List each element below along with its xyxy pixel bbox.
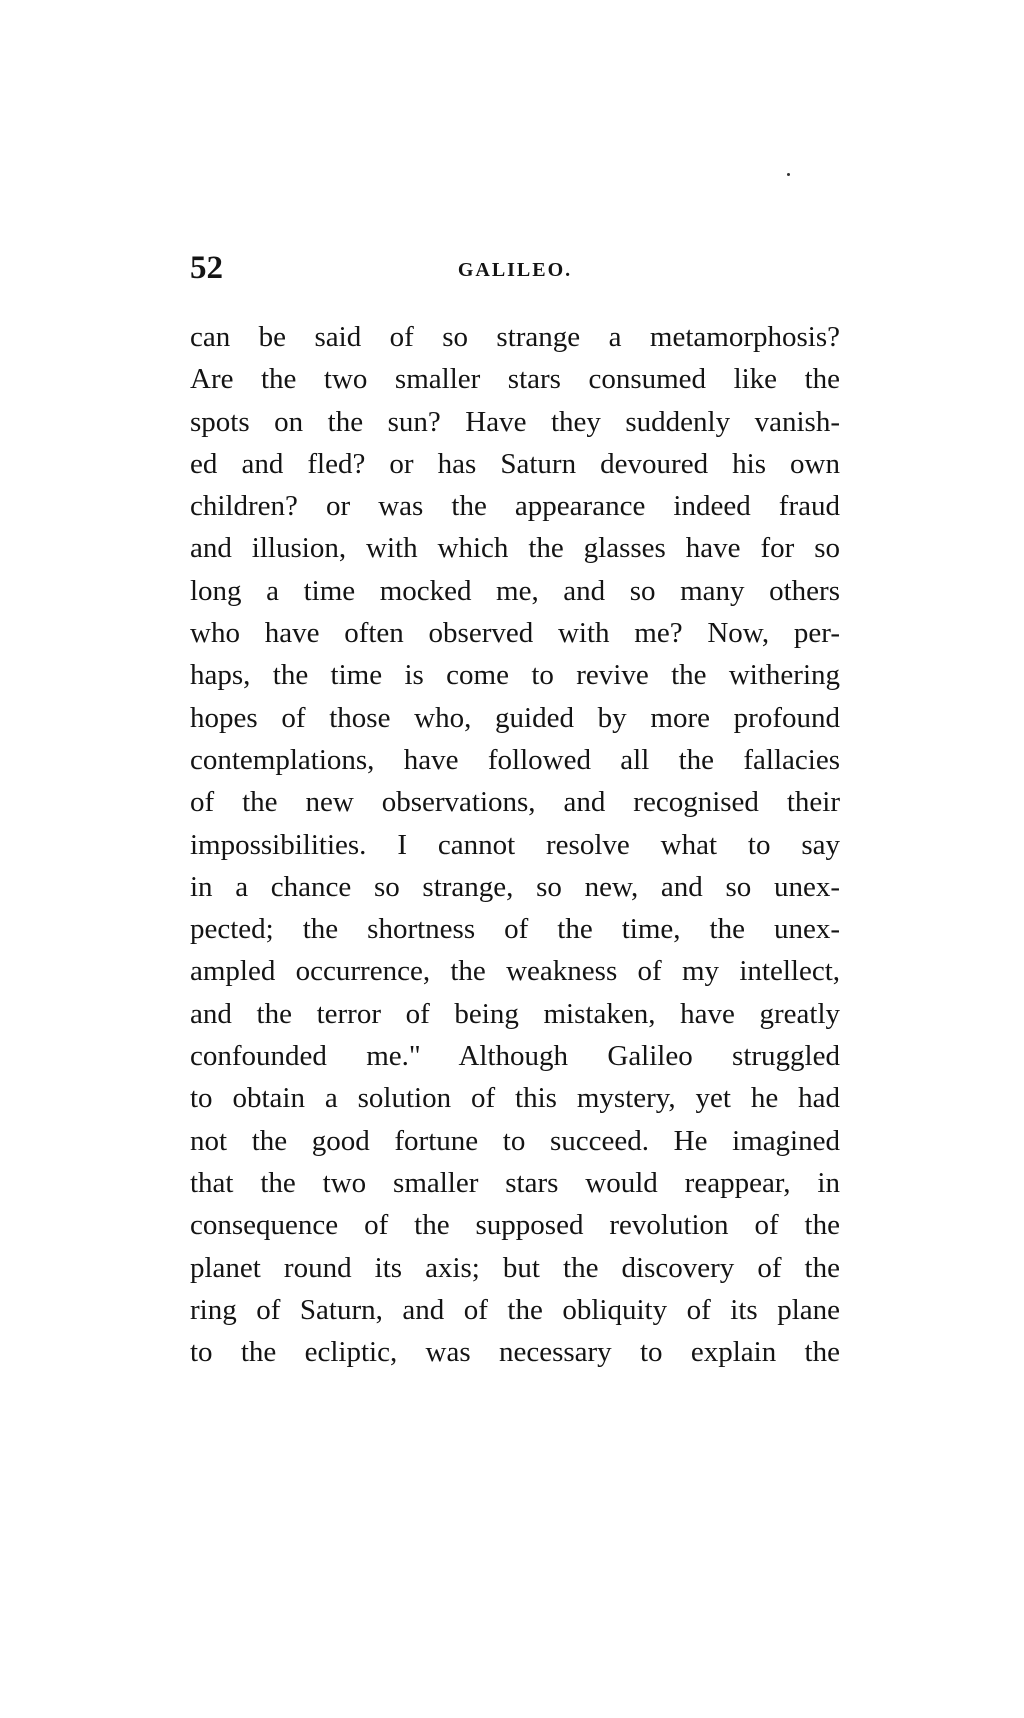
text-line: of the new observations, and recognised their bbox=[190, 786, 840, 819]
running-head-title: GALILEO. bbox=[457, 259, 573, 281]
text-line: to obtain a solution of this mystery, yet he had bbox=[190, 1082, 840, 1115]
text-line: ring of Saturn, and of the obliquity of its plane bbox=[190, 1293, 840, 1326]
text-line: consequence of the supposed revolution of the bbox=[190, 1209, 840, 1242]
text-line: ed and fled? or has Saturn devoured his own bbox=[190, 447, 840, 480]
ink-speck bbox=[787, 173, 790, 176]
text-line: long a time mocked me, and so many others bbox=[190, 574, 840, 607]
page-number: 52 bbox=[190, 250, 223, 286]
text-line: haps, the time is come to revive the withering bbox=[190, 659, 840, 692]
text-line: children? or was the appearance indeed fraud bbox=[190, 490, 840, 523]
text-line: confounded me." Although Galileo struggled bbox=[190, 1040, 840, 1073]
text-line: hopes of those who, guided by more profound bbox=[190, 701, 840, 734]
text-line: planet round its axis; but the discovery of the bbox=[190, 1251, 840, 1284]
text-line: not the good fortune to succeed. He imagined bbox=[190, 1124, 840, 1157]
text-line: ampled occurrence, the weakness of my intellect, bbox=[190, 955, 840, 988]
text-line: spots on the sun? Have they suddenly vanish- bbox=[190, 405, 840, 438]
text-line: and illusion, with which the glasses have for so bbox=[190, 532, 840, 565]
text-line: in a chance so strange, so new, and so unex- bbox=[190, 870, 840, 903]
text-line: impossibilities. I cannot resolve what to say bbox=[190, 828, 840, 861]
text-line: and the terror of being mistaken, have greatly bbox=[190, 997, 840, 1030]
text-line: Are the two smaller stars consumed like the bbox=[190, 363, 840, 396]
text-line: can be said of so strange a metamorphosis? bbox=[190, 321, 840, 353]
text-line: contemplations, have followed all the fallacies bbox=[190, 743, 840, 776]
text-line: that the two smaller stars would reappear, in bbox=[190, 1166, 840, 1199]
text-line: to the ecliptic, was necessary to explain the bbox=[190, 1336, 840, 1369]
running-head bbox=[190, 248, 840, 288]
text-line: who have often observed with me? Now, per- bbox=[190, 617, 840, 650]
text-line: pected; the shortness of the time, the unex- bbox=[190, 913, 840, 946]
body-text bbox=[190, 316, 840, 1373]
